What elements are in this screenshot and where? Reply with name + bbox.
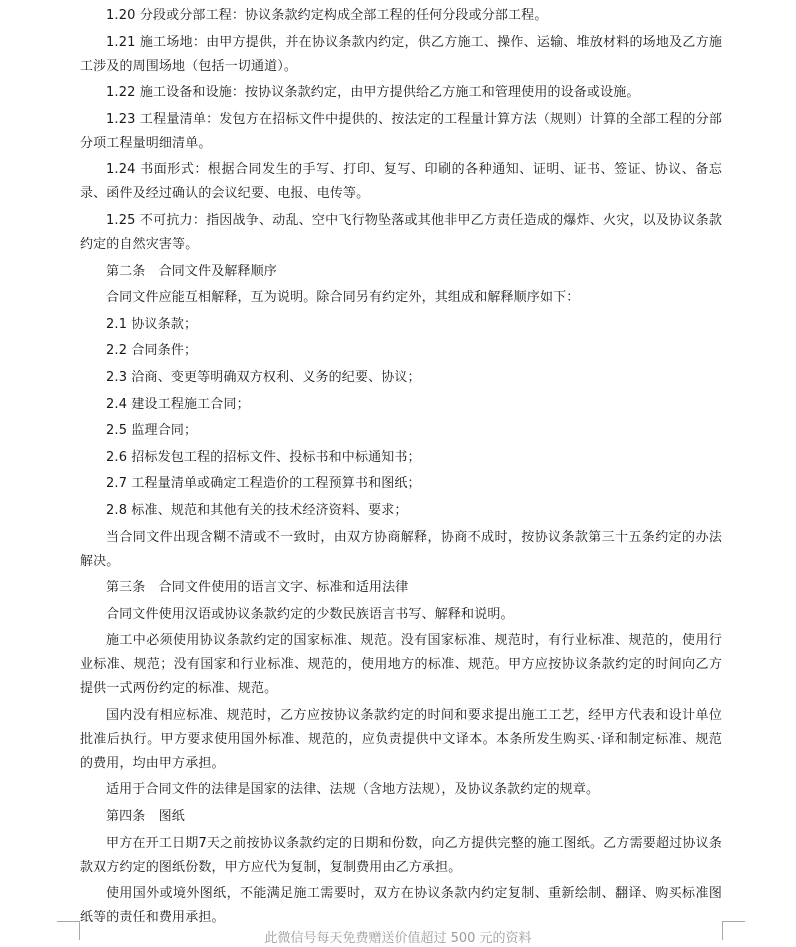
paragraph-1-25: 1.25 不可抗力：指因战争、动乱、空中飞行物坠落或其他非甲乙方责任造成的爆炸、火灾，以及协议条款约定的自然灾害等。: [80, 212, 722, 252]
paragraph-1-23: 1.23 工程量清单：发包方在招标文件中提供的、按法定的工程量计算方法（规则）计算的全部工程的分部分项工程量明细清单。: [80, 111, 722, 151]
list-item-2-3: 2.3 洽商、变更等明确双方权利、义务的纪要、协议；: [106, 369, 421, 385]
paragraph-article-4-drawings: 甲方在开工日期7天之前按协议条款约定的日期和份数，向乙方提供完整的施工图纸。乙方需要超过协议条款双方约定的图纸份数，甲方应代为复制，复制费用由乙方承担。: [80, 835, 722, 875]
list-item-2-6: 2.6 招标发包工程的招标文件、投标书和中标通知书；: [106, 449, 421, 465]
paragraph-1-20: 1.20 分段或分部工程：协议条款约定构成全部工程的任何分段或分部工程。: [106, 8, 548, 23]
list-item-2-5: 2.5 监理合同；: [106, 423, 198, 439]
document-body: [80, 4, 722, 933]
list-item-2-1: 2.1 协议条款；: [106, 316, 198, 332]
paragraph-article-2-intro: 合同文件应能互相解释，互为说明。除合同另有约定外，其组成和解释顺序如下：: [106, 290, 580, 306]
section-heading-article-3: 第三条 合同文件使用的语言文字、标准和适用法律: [106, 580, 409, 596]
section-heading-article-4: 第四条 图纸: [106, 809, 185, 825]
paragraph-1-24: 1.24 书面形式：根据合同发生的手写、打印、复写、印刷的各种通知、证明、证书、签证、协议、备忘录、函件及经过确认的会议纪要、电报、电传等。: [80, 162, 722, 202]
list-item-2-2: 2.2 合同条件；: [106, 343, 198, 359]
paragraph-article-2-dispute: 当合同文件出现含糊不清或不一致时，由双方协商解释，协商不成时，按协议条款第三十五条约定的办法解决。: [80, 529, 722, 569]
page-footer-text: 此微信号每天免费赠送价值超过 500 元的资料: [264, 931, 532, 946]
section-heading-article-2: 第二条 合同文件及解释顺序: [106, 263, 277, 279]
paragraph-article-3-foreign-standards: 国内没有相应标准、规范时，乙方应按协议条款约定的时间和要求提出施工工艺，经甲方代表和设计单位批准后执行。甲方要求使用国外标准、规范的，应负责提供中文译本。本条所发生购买、·译和制定标准、规范的费用，均由甲方承担。: [80, 707, 722, 771]
paragraph-1-21: 1.21 施工场地：由甲方提供，并在协议条款内约定，供乙方施工、操作、运输、堆放材料的场地及乙方施工涉及的周围场地（包括一切通道）。: [80, 34, 722, 74]
list-item-2-4: 2.4 建设工程施工合同；: [106, 396, 250, 412]
list-item-2-7: 2.7 工程量清单或确定工程造价的工程预算书和图纸；: [106, 476, 421, 492]
list-item-2-8: 2.8 标准、规范和其他有关的技术经济资料、要求；: [106, 502, 408, 518]
paragraph-article-3-standards: 施工中必须使用协议条款约定的国家标准、规范。没有国家标准、规范时，有行业标准、规范的，使用行业标准、规范；没有国家和行业标准、规范的，使用地方的标准、规范。甲方应按协议条款约定的时间向乙方提供一式两份约定的标准、规范。: [80, 633, 722, 697]
paragraph-article-3-law: 适用于合同文件的法律是国家的法律、法规（含地方法规），及协议条款约定的规章。: [106, 782, 600, 798]
paragraph-1-22: 1.22 施工设备和设施：按协议条款约定，由甲方提供给乙方施工和管理使用的设备或设施。: [106, 85, 640, 101]
paragraph-article-3-language: 合同文件使用汉语或协议条款约定的少数民族语言书写、解释和说明。: [106, 606, 514, 622]
paragraph-article-4-foreign-drawings: 使用国外或境外图纸，不能满足施工需要时，双方在协议条款内约定复制、重新绘制、翻译、购买标准图纸等的责任和费用承担。: [80, 886, 722, 926]
